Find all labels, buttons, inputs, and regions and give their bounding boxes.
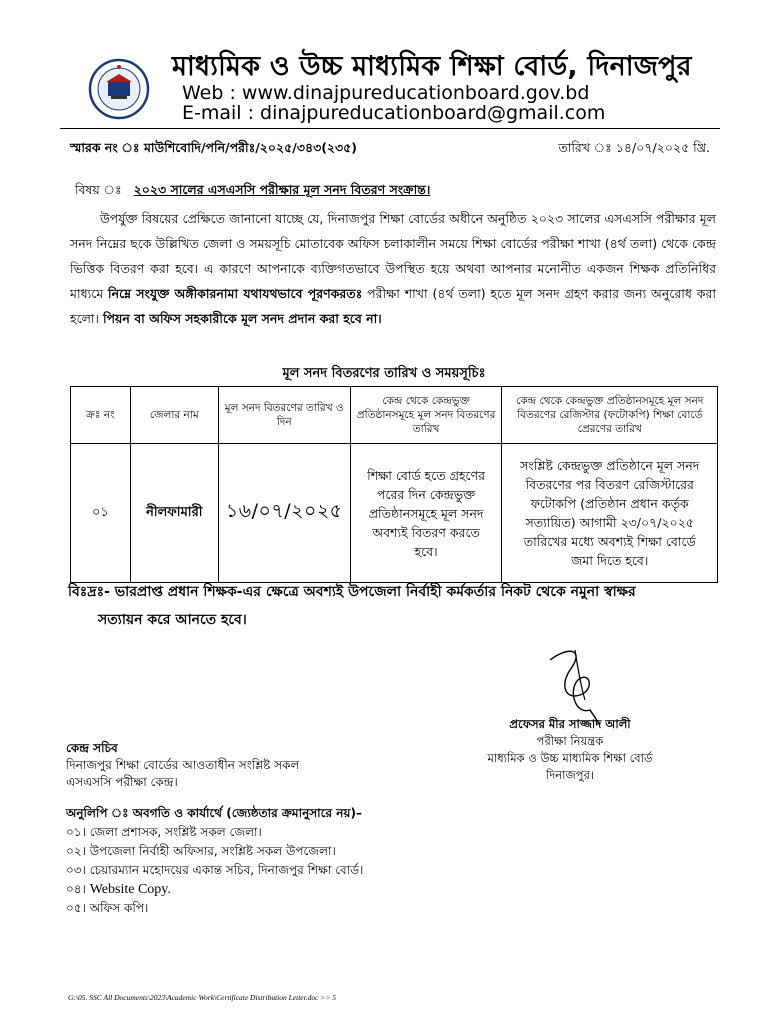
col-serial: ক্রঃ নং	[71, 387, 131, 444]
col-date: মূল সনদ বিতরণের তারিখ ও দিন	[218, 387, 350, 444]
body-bold-2: পিয়ন বা অফিস সহকারীকে মূল সনদ প্রদান করা হবে না।	[102, 311, 382, 326]
list-item-text: Website Copy.	[89, 882, 171, 897]
cell-register: সংশ্লিষ্ট কেন্দ্রভুক্ত প্রতিষ্ঠানে মূল সনদ বিতরণের পর বিতরণ রেজিস্টারের ফটোকপি (প্রতিষ্ঠান প্রধান কর্তৃক সত্যায়িত) আগামী ২৩/০৭/২০২৫ তারিখের মধ্যে অবশ্যই শিক্ষা বোর্ডে জমা দিতে হবে।	[502, 444, 718, 583]
body-text-2: পরীক্ষা শাখা (৪র্থ তলা) হতে মূল সনদ গ্রহণ করার জন্য অনুরোধ করা হলো।	[70, 286, 716, 326]
header-divider	[60, 128, 720, 129]
subject-line	[75, 182, 430, 202]
col-district: জেলার নাম	[130, 387, 218, 444]
subject-label: বিষয় ঃ	[75, 182, 122, 197]
recipient-line-3: এসএসসি পরীক্ষা কেন্দ্র।	[66, 775, 178, 789]
signatory-place: দিনাজপুর।	[545, 768, 595, 782]
list-item: ০১। জেলা প্রশাসক, সংশ্লিষ্ট সকল জেলা।	[66, 825, 262, 839]
table-row	[71, 444, 718, 583]
body-bold-1: নিম্নে সংযুক্ত অঙ্গীকারনামা যথাযথভাবে পূরণকরতঃ	[108, 286, 363, 301]
cell-date: ১৬/০৭/২০২৫	[218, 444, 350, 583]
signatory-block	[470, 716, 670, 784]
board-title: মাধ্যমিক ও উচ্চ মাধ্যমিক শিক্ষা বোর্ড, দিনাজপুর	[172, 51, 692, 82]
copy-list	[66, 804, 363, 918]
file-path-footer: G:\05. SSC All Documents\2023\Academic Work\Certificate Distribution Letter.doc >> 5	[68, 993, 337, 1002]
body-text-1: উপর্যুক্ত বিষয়ের প্রেক্ষিতে জানানো যাচ্ছে যে, দিনাজপুর শিক্ষা বোর্ডের অধীনে অনুষ্ঠিত ২০২৩ সালের এসএসসি পরীক্ষার মূল সনদ নিম্নের ছকে উল্লিখিত জেলা ও সময়সূচি মোতাবেক অফিস চলাকালীন সময়ে শিক্ষা বোর্ডের পরীক্ষা শাখা (৪র্থ তলা) থেকে কেন্দ্র ভিত্তিক বিতরণ করা হবে। এ কারণে আপনাকে ব্যক্তিগতভাবে উপস্থিত হয়ে অথবা আপনার মনোনীত একজন শিক্ষক প্রতিনিধির মাধ্যমে	[70, 211, 716, 301]
list-item: ০৩। চেয়ারম্যান মহোদয়ের একান্ত সচিব, দিনাজপুর শিক্ষা বোর্ড।	[66, 863, 364, 877]
signatory-name: প্রফেসর মীর সাজ্জাদ আলী	[509, 717, 631, 731]
board-email: E-mail : dinajpureducationboard@gmail.com	[182, 102, 606, 124]
cell-district: নীলফামারী	[130, 444, 218, 583]
recipient-block	[66, 740, 299, 791]
signatory-designation: পরীক্ষা নিয়ন্ত্রক	[536, 734, 604, 748]
list-item: ০৫। অফিস কপি।	[66, 901, 149, 915]
cell-distribution: শিক্ষা বোর্ড হতে গ্রহণের পরের দিন কেন্দ্রভুক্ত প্রতিষ্ঠানসমূহে মূল সনদ অবশ্যই বিতরণ করতে হবে।	[350, 444, 502, 583]
memo-date: তারিখ ঃ ১৪/০৭/২০২৫ খ্রি.	[558, 140, 710, 155]
body-paragraph	[70, 206, 716, 331]
col-distribution: কেন্দ্র থেকে কেন্দ্রভুক্ত প্রতিষ্ঠানসমূহে মূল সনদ বিতরণের তারিখ	[350, 387, 502, 444]
col-register: কেন্দ্র থেকে কেন্দ্রভুক্ত প্রতিষ্ঠানসমূহে মূল সনদ বিতরণের রেজিস্টার (ফটোকপি) শিক্ষা বোর্ডে প্রেরণের তারিখ	[502, 387, 718, 444]
note-line-1: ভারপ্রাপ্ত প্রধান শিক্ষক-এর ক্ষেত্রে অবশ্যই উপজেলা নির্বাহী কর্মকর্তার নিকট থেকে নমুনা স্বাক্ষর	[114, 584, 636, 600]
subject-text: ২০২৩ সালের এসএসসি পরীক্ষার মূল সনদ বিতরণ সংক্রান্ত।	[133, 182, 431, 197]
list-item: ০২। উপজেলা নির্বাহী অফিসার, সংশ্লিষ্ট সকল উপজেলা।	[66, 844, 336, 858]
board-logo	[88, 58, 150, 120]
schedule-title: মূল সনদ বিতরণের তারিখ ও সময়সূচিঃ	[282, 366, 486, 381]
note-line-2: সত্যায়ন করে আনতে হবে।	[98, 612, 247, 628]
note-block	[68, 578, 718, 634]
recipient-line-2: দিনাজপুর শিক্ষা বোর্ডের আওতাধীন সংশ্লিষ্ট সকল	[66, 758, 300, 772]
memo-reference: স্মারক নং ঃ মাউশিবোদি/পনি/পরীঃ/২০২৫/৩৪৩(২৩৫)	[70, 140, 358, 155]
recipient-title: কেন্দ্র সচিব	[66, 741, 118, 755]
list-item	[66, 880, 363, 899]
table-header-row	[71, 387, 718, 444]
cell-serial: ০১	[71, 444, 131, 583]
schedule-table	[70, 386, 718, 583]
note-label: বিঃদ্রঃ-	[68, 584, 110, 600]
board-website: Web : www.dinajpureducationboard.gov.bd	[182, 82, 590, 104]
copy-heading: অনুলিপি ঃ অবগতি ও কার্যার্থে (জ্যেষ্ঠতার ক্রমানুসারে নয়)–	[66, 806, 362, 820]
signatory-org: মাধ্যমিক ও উচ্চ মাধ্যমিক শিক্ষা বোর্ড	[487, 751, 653, 765]
list-item-number: ০৪।	[66, 882, 86, 896]
